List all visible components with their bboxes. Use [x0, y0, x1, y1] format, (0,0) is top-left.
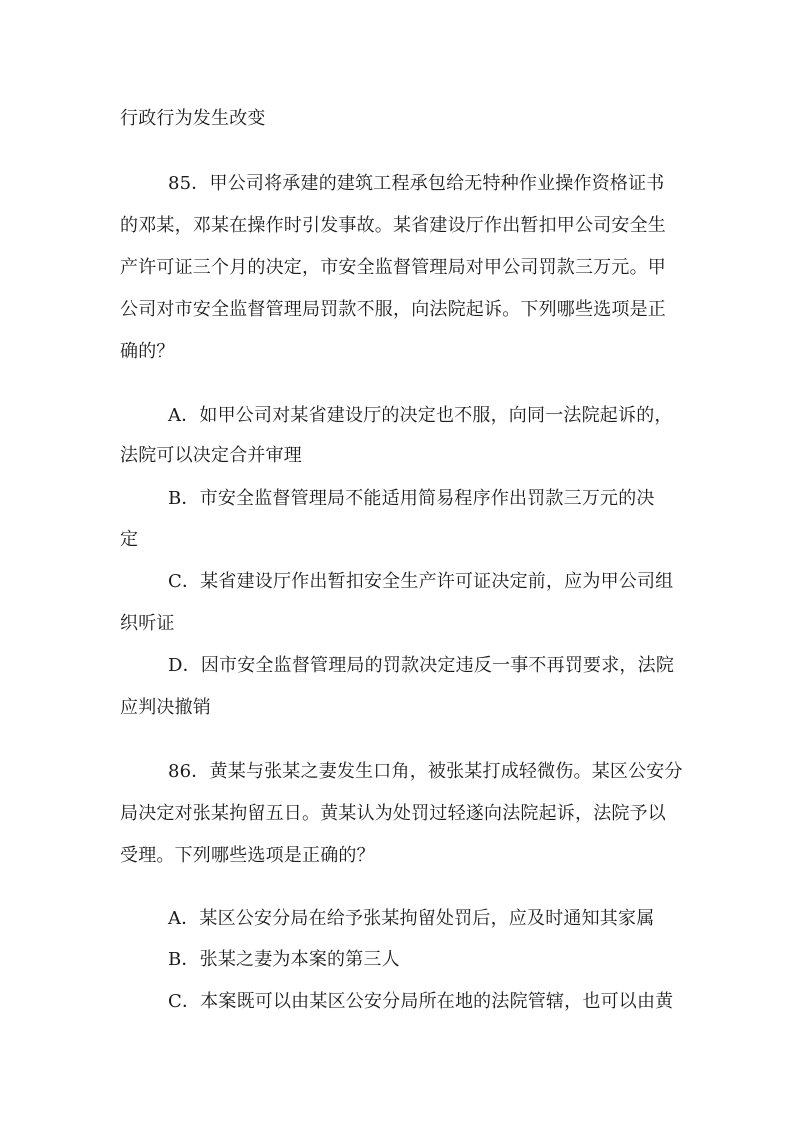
q85-option-b-line-1: B．市安全监督管理局不能适用简易程序作出罚款三万元的决 — [168, 488, 655, 509]
q85-option-c-line-2: 织听证 — [120, 613, 175, 634]
q86-line-1: 86．黄某与张某之妻发生口角，被张某打成轻微伤。某区公安分 — [168, 761, 683, 782]
q85-line-3: 产许可证三个月的决定，市安全监督管理局对甲公司罚款三万元。甲 — [120, 257, 666, 278]
q85-option-c-line-1: C．某省建设厅作出暂扣安全生产许可证决定前，应为甲公司组 — [168, 571, 674, 592]
q86-option-c: C．本案既可以由某区公安分局所在地的法院管辖，也可以由黄 — [168, 991, 674, 1012]
q85-line-4: 公司对市安全监督管理局罚款不服，向法院起诉。下列哪些选项是正 — [120, 299, 666, 320]
continuation-text: 行政行为发生改变 — [120, 108, 266, 129]
q85-option-b-line-2: 定 — [120, 529, 139, 550]
q85-option-d-line-1: D．因市安全监督管理局的罚款决定违反一事不再罚要求，法院 — [168, 655, 675, 676]
q86-line-2: 局决定对张某拘留五日。黄某认为处罚过轻遂向法院起诉，法院予以 — [120, 803, 666, 824]
q86-line-3: 受理。下列哪些选项是正确的？ — [120, 845, 375, 866]
q85-option-d-line-2: 应判决撤销 — [120, 697, 211, 718]
q86-option-a: A．某区公安分局在给予张某拘留处罚后，应及时通知其家属 — [168, 908, 655, 929]
q85-line-2: 的邓某，邓某在操作时引发事故。某省建设厅作出暂扣甲公司安全生 — [120, 215, 666, 236]
q85-line-1: 85．甲公司将承建的建筑工程承包给无特种作业操作资格证书 — [168, 173, 665, 194]
q86-option-b: B．张某之妻为本案的第三人 — [168, 949, 400, 970]
q85-line-5: 确的？ — [120, 341, 175, 362]
q85-option-a-line-1: A．如甲公司对某省建设厅的决定也不服，向同一法院起诉的， — [168, 405, 673, 426]
q85-option-a-line-2: 法院可以决定合并审理 — [120, 445, 302, 466]
